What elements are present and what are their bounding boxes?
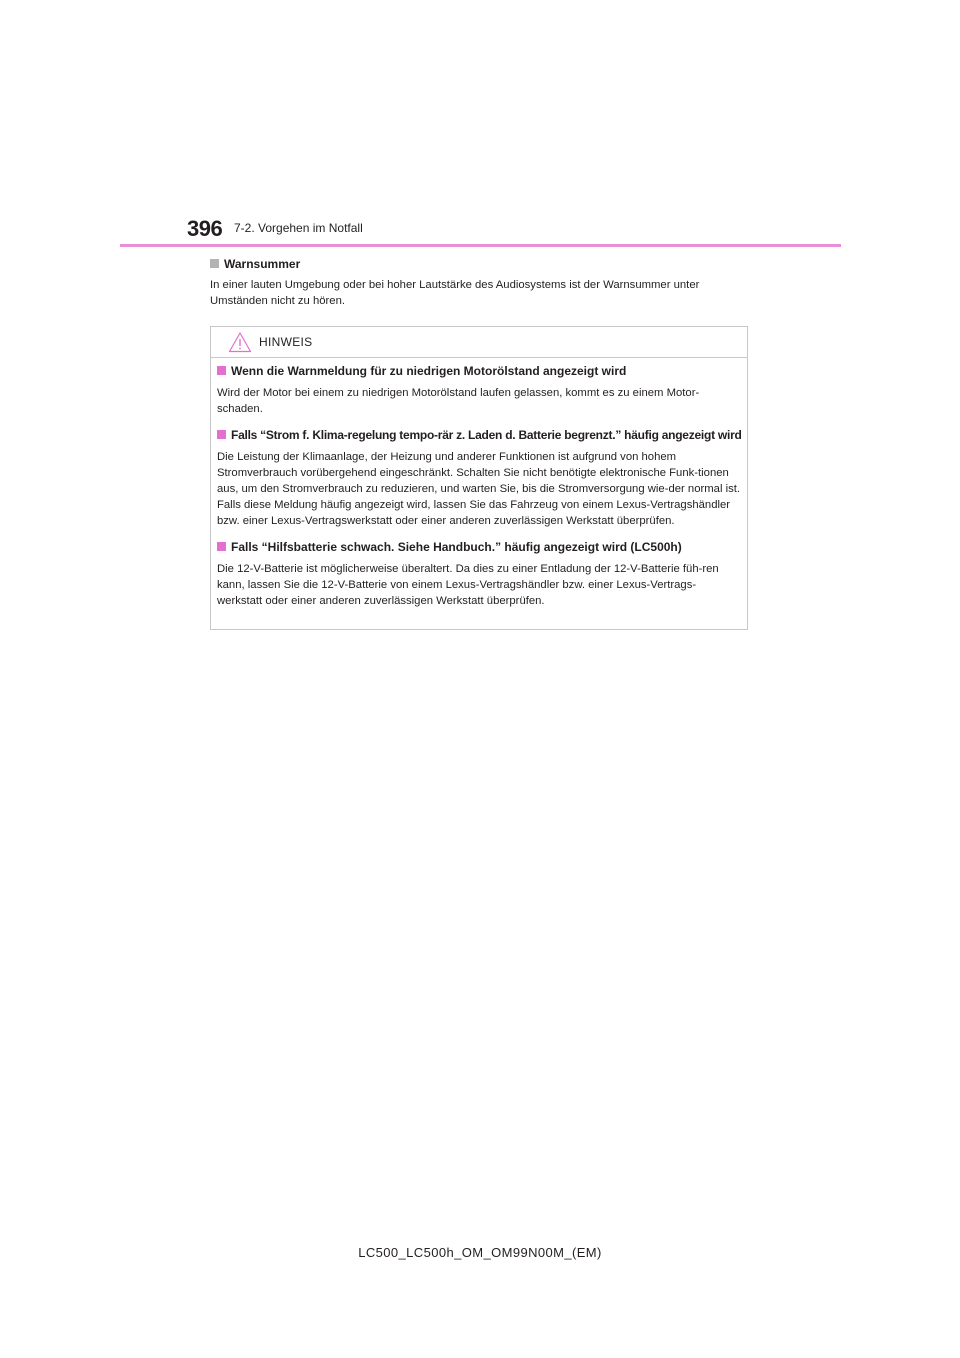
notice-item-heading-row xyxy=(217,540,741,554)
header-rule xyxy=(120,244,841,247)
pink-square-bullet-icon xyxy=(217,430,226,439)
notice-item xyxy=(217,428,741,529)
notice-item-heading: Falls “Strom f. Klima-regelung tempo-rär z. Laden d. Batterie begrenzt.” häufig angezeigt wird xyxy=(231,428,742,442)
pink-square-bullet-icon xyxy=(217,366,226,375)
warnsummer-section xyxy=(210,257,750,309)
gray-square-bullet-icon xyxy=(210,259,219,268)
notice-item xyxy=(217,540,741,609)
notice-item-text: Die 12-V-Batterie ist möglicherweise überaltert. Da dies zu einer Entladung der 12-V-Batterie füh-ren kann, lassen Sie die 12-V-Batterie von einem Lexus-Vertragshändler bzw. einer Lexus-Vertrags-werkstatt oder einer anderen zuverlässigen Werkstatt überprüfen. xyxy=(217,563,719,607)
page-number: 396 xyxy=(187,216,223,241)
notice-item-heading: Wenn die Warnmeldung für zu niedrigen Motorölstand angezeigt wird xyxy=(231,364,627,378)
notice-title: HINWEIS xyxy=(259,335,313,349)
notice-body xyxy=(211,358,747,609)
notice-item-heading-row xyxy=(217,364,741,378)
warnsummer-heading: Warnsummer xyxy=(224,257,301,271)
warnsummer-heading-row xyxy=(210,257,750,271)
notice-item-text: Wird der Motor bei einem zu niedrigen Motorölstand laufen gelassen, kommt es zu einem Motor-schaden. xyxy=(217,387,700,415)
notice-item-heading: Falls “Hilfsbatterie schwach. Siehe Handbuch.” häufig angezeigt wird (LC500h) xyxy=(231,540,682,554)
pink-square-bullet-icon xyxy=(217,542,226,551)
section-title: 7-2. Vorgehen im Notfall xyxy=(234,221,363,235)
warning-triangle-icon xyxy=(228,331,252,353)
notice-item-heading-row xyxy=(217,428,741,442)
notice-header xyxy=(211,327,747,358)
footer-code: LC500_LC500h_OM_OM99N00M_(EM) xyxy=(358,1245,602,1260)
notice-item-text: Die Leistung der Klimaanlage, der Heizung und anderer Funktionen ist aufgrund von hohem Stromverbrauch vorübergehend eingeschränkt. Schalten Sie nicht benötigte elektronische Funk-tionen aus, um den Stromverbrauch zu reduzieren, und warten Sie, bis die Stromversorgung wie-der normal ist. Falls diese Meldung häufig angezeigt wird, lassen Sie das Fahrzeug von einem Lexus-Vertragshändler bzw. einer Lexus-Vertragswerkstatt oder einer anderen zuverlässigen Werkstatt überprüfen. xyxy=(217,451,741,527)
notice-item xyxy=(217,364,741,417)
notice-box xyxy=(210,326,748,630)
warnsummer-text: In einer lauten Umgebung oder bei hoher Lautstärke des Audiosystems ist der Warnsummer unter Umständen nicht zu hören. xyxy=(210,279,700,307)
